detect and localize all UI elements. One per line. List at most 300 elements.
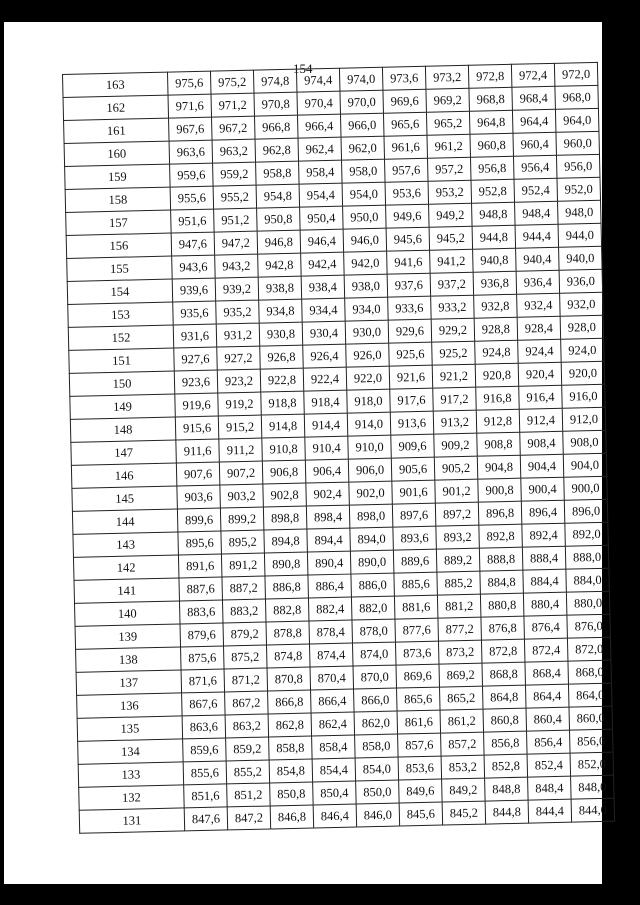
table-cell: 857,6 (398, 733, 442, 757)
table-cell: 919,2 (218, 392, 262, 416)
table-cell: 873,2 (438, 640, 482, 664)
table-cell: 901,2 (435, 479, 479, 503)
table-cell: 848,4 (528, 776, 572, 800)
table-cell: 954,4 (299, 183, 343, 207)
table-cell: 947,6 (171, 232, 215, 256)
table-cell: 880,8 (480, 593, 524, 617)
table-cell: 970,0 (340, 90, 384, 114)
table-cell: 894,4 (307, 528, 351, 552)
table-cell: 864,0 (568, 683, 612, 707)
table-cell: 854,4 (312, 758, 356, 782)
table-cell: 855,6 (183, 761, 227, 785)
row-number: 146 (71, 463, 176, 488)
table-cell: 844,8 (485, 800, 529, 824)
row-number: 162 (63, 95, 168, 120)
table-cell: 904,4 (520, 454, 564, 478)
table-cell: 971,2 (211, 93, 255, 117)
table-cell: 844,0 (571, 798, 615, 822)
table-cell: 875,6 (181, 646, 225, 670)
table-cell: 906,4 (305, 459, 349, 483)
table-cell: 882,0 (351, 596, 395, 620)
table-cell: 888,8 (479, 547, 523, 571)
table-cell: 849,6 (399, 779, 443, 803)
row-number: 132 (79, 785, 184, 810)
table-cell: 950,8 (257, 207, 301, 231)
table-cell: 863,6 (182, 715, 226, 739)
table-cell: 903,6 (177, 485, 221, 509)
table-cell: 908,8 (477, 432, 521, 456)
table-cell: 914,8 (261, 414, 305, 438)
row-number: 135 (77, 716, 182, 741)
table-cell: 921,6 (389, 365, 433, 389)
table-cell: 961,2 (427, 134, 471, 158)
table-cell: 928,0 (560, 315, 604, 339)
table-cell: 872,8 (481, 639, 525, 663)
table-cell: 908,4 (520, 431, 564, 455)
table-cell: 896,8 (478, 501, 522, 525)
table-cell: 879,6 (180, 623, 224, 647)
table-cell: 860,8 (483, 708, 527, 732)
row-number: 148 (70, 417, 175, 442)
table-cell: 909,6 (391, 434, 435, 458)
table-cell: 945,2 (429, 226, 473, 250)
table-cell: 886,8 (265, 575, 309, 599)
table-cell: 958,4 (299, 160, 343, 184)
table-cell: 939,6 (172, 278, 216, 302)
table-cell: 910,8 (262, 437, 306, 461)
table-cell: 845,2 (442, 801, 486, 825)
table-cell: 924,4 (518, 339, 562, 363)
table-cell: 973,6 (382, 66, 426, 90)
table-cell: 926,4 (303, 344, 347, 368)
table-cell: 900,8 (478, 478, 522, 502)
table-cell: 848,8 (485, 777, 529, 801)
table-cell: 966,0 (340, 113, 384, 137)
table-cell: 876,0 (567, 614, 611, 638)
table-cell: 848,0 (571, 775, 615, 799)
table-cell: 846,4 (313, 804, 357, 828)
table-cell: 920,8 (475, 363, 519, 387)
table-cell: 870,8 (267, 667, 311, 691)
table-cell: 928,8 (474, 317, 518, 341)
table-cell: 885,6 (394, 572, 438, 596)
table-cell: 918,8 (261, 391, 305, 415)
table-cell: 874,4 (309, 643, 353, 667)
table-cell: 968,4 (512, 86, 556, 110)
table-cell: 974,8 (253, 69, 297, 93)
table-cell: 860,4 (526, 707, 570, 731)
row-number: 141 (74, 578, 179, 603)
table-cell: 964,8 (469, 110, 513, 134)
table-cell: 937,2 (430, 272, 474, 296)
table-cell: 960,4 (513, 132, 557, 156)
table-cell: 846,0 (356, 803, 400, 827)
table-cell: 851,6 (184, 784, 228, 808)
table-cell: 915,2 (218, 415, 262, 439)
row-number: 160 (64, 141, 169, 166)
table-cell: 961,6 (384, 135, 428, 159)
table-cell: 957,6 (385, 158, 429, 182)
table-cell: 898,4 (306, 505, 350, 529)
table-cell: 940,0 (559, 246, 603, 270)
row-number: 133 (78, 762, 183, 787)
row-number: 161 (64, 118, 169, 143)
table-cell: 951,2 (214, 208, 258, 232)
row-number: 157 (66, 210, 171, 235)
table-cell: 943,6 (172, 255, 216, 279)
table-cell: 966,4 (297, 114, 341, 138)
table-cell: 919,6 (175, 393, 219, 417)
table-cell: 912,0 (562, 407, 606, 431)
table-cell: 953,6 (385, 181, 429, 205)
table-cell: 914,4 (304, 413, 348, 437)
table-cell: 942,0 (344, 251, 388, 275)
table-cell: 970,8 (254, 92, 298, 116)
table-cell: 873,6 (395, 641, 439, 665)
table-cell: 952,8 (471, 179, 515, 203)
table-cell: 881,6 (394, 595, 438, 619)
table-cell: 845,6 (399, 802, 443, 826)
table-cell: 953,2 (428, 180, 472, 204)
table-cell: 936,8 (473, 271, 517, 295)
table-cell: 862,0 (354, 711, 398, 735)
table-cell: 933,6 (388, 296, 432, 320)
table-cell: 877,2 (438, 617, 482, 641)
table-cell: 933,2 (431, 295, 475, 319)
table-cell: 957,2 (428, 157, 472, 181)
table-cell: 895,2 (221, 530, 265, 554)
table-cell: 911,2 (219, 438, 263, 462)
table-cell: 935,2 (216, 300, 260, 324)
table-cell: 877,6 (395, 618, 439, 642)
table-cell: 876,8 (481, 616, 525, 640)
table-cell: 939,2 (215, 277, 259, 301)
table-cell: 932,8 (474, 294, 518, 318)
table-cell: 883,6 (179, 600, 223, 624)
table-cell: 891,2 (221, 553, 265, 577)
table-cell: 921,2 (432, 364, 476, 388)
row-number: 137 (76, 670, 181, 695)
table-cell: 972,8 (468, 64, 512, 88)
table-cell: 938,0 (344, 274, 388, 298)
table-cell: 955,6 (170, 186, 214, 210)
table-cell: 947,2 (214, 231, 258, 255)
table-cell: 902,0 (349, 481, 393, 505)
table-cell: 963,2 (212, 139, 256, 163)
table-cell: 916,8 (476, 386, 520, 410)
table-cell: 887,6 (179, 577, 223, 601)
page-number: 154 (293, 61, 313, 76)
table-cell: 940,4 (516, 247, 560, 271)
table-cell: 968,0 (555, 85, 599, 109)
table-cell: 944,8 (472, 225, 516, 249)
table-cell: 922,4 (303, 367, 347, 391)
row-number: 153 (68, 302, 173, 327)
table-cell: 878,0 (352, 619, 396, 643)
table-cell: 936,0 (559, 269, 603, 293)
table-cell: 948,0 (558, 200, 602, 224)
table-cell: 870,0 (353, 665, 397, 689)
table-cell: 948,8 (472, 202, 516, 226)
row-number: 155 (67, 256, 172, 281)
table-cell: 917,2 (433, 387, 477, 411)
table-cell: 894,0 (350, 527, 394, 551)
table-cell: 854,8 (269, 759, 313, 783)
table-cell: 866,4 (311, 689, 355, 713)
table-cell: 951,6 (171, 209, 215, 233)
row-number: 139 (75, 624, 180, 649)
table-cell: 883,2 (222, 599, 266, 623)
table-cell: 960,8 (470, 133, 514, 157)
table-cell: 868,4 (525, 661, 569, 685)
table-cell: 956,0 (556, 154, 600, 178)
table-cell: 852,4 (527, 753, 571, 777)
table-cell: 967,6 (169, 117, 213, 141)
row-number: 138 (76, 647, 181, 672)
table-cell: 960,0 (556, 131, 600, 155)
table-cell: 910,4 (305, 436, 349, 460)
table-cell: 927,6 (174, 347, 218, 371)
table-cell: 964,0 (555, 108, 599, 132)
table-cell: 852,0 (570, 752, 614, 776)
row-number: 159 (65, 164, 170, 189)
table-cell: 865,6 (397, 687, 441, 711)
table-cell: 974,4 (296, 68, 340, 92)
table-cell: 850,0 (356, 780, 400, 804)
table-cell: 880,0 (566, 591, 610, 615)
row-number: 147 (71, 440, 176, 465)
table-cell: 868,8 (482, 662, 526, 686)
table-cell: 918,0 (347, 389, 391, 413)
table-cell: 912,8 (476, 409, 520, 433)
table-cell: 952,4 (514, 178, 558, 202)
table-cell: 969,2 (426, 88, 470, 112)
table-cell: 892,0 (565, 522, 609, 546)
table-cell: 971,6 (168, 94, 212, 118)
table-cell: 846,8 (270, 805, 314, 829)
table-cell: 895,6 (178, 531, 222, 555)
table-cell: 958,8 (256, 161, 300, 185)
table-cell: 966,8 (255, 115, 299, 139)
table-cell: 884,0 (566, 568, 610, 592)
table-cell: 956,8 (470, 156, 514, 180)
table-cell: 929,6 (388, 319, 432, 343)
table-cell: 973,2 (425, 65, 469, 89)
table-cell: 902,8 (263, 483, 307, 507)
table-cell: 917,6 (390, 388, 434, 412)
table-cell: 935,6 (173, 301, 217, 325)
table-cell: 891,6 (178, 554, 222, 578)
table-cell: 863,2 (225, 714, 269, 738)
table-cell: 885,2 (437, 571, 481, 595)
table-cell: 952,0 (557, 177, 601, 201)
table-cell: 872,4 (524, 638, 568, 662)
table-cell: 941,6 (387, 250, 431, 274)
table-cell: 922,0 (346, 366, 390, 390)
table-cell: 868,0 (568, 660, 612, 684)
table-cell: 896,4 (521, 500, 565, 524)
table-cell: 847,2 (227, 806, 271, 830)
table-cell: 972,0 (554, 62, 598, 86)
table-cell: 888,4 (522, 546, 566, 570)
row-number: 136 (77, 693, 182, 718)
table-cell: 904,8 (477, 455, 521, 479)
table-cell: 858,4 (312, 735, 356, 759)
table-cell: 899,2 (220, 507, 264, 531)
table-cell: 859,6 (183, 738, 227, 762)
table-cell: 916,0 (562, 384, 606, 408)
table-cell: 949,2 (429, 203, 473, 227)
table-cell: 950,0 (343, 205, 387, 229)
row-number: 151 (69, 348, 174, 373)
table-cell: 962,4 (298, 137, 342, 161)
table-cell: 974,0 (339, 67, 383, 91)
table-cell: 934,0 (345, 297, 389, 321)
row-number: 150 (69, 371, 174, 396)
table-cell: 882,8 (265, 598, 309, 622)
table-cell: 909,2 (434, 433, 478, 457)
table-cell: 867,6 (182, 692, 226, 716)
table-cell: 875,2 (224, 645, 268, 669)
table-cell: 900,4 (521, 477, 565, 501)
table-cell: 934,4 (302, 298, 346, 322)
table-cell: 860,0 (569, 706, 613, 730)
table-cell: 929,2 (431, 318, 475, 342)
table-cell: 932,4 (517, 293, 561, 317)
table-cell: 857,2 (441, 732, 485, 756)
table-cell: 964,4 (512, 109, 556, 133)
table-cell: 903,2 (220, 484, 264, 508)
table-cell: 925,2 (432, 341, 476, 365)
table-cell: 900,0 (564, 476, 608, 500)
table-cell: 904,0 (563, 453, 607, 477)
table-cell: 965,2 (426, 111, 470, 135)
table-cell: 967,2 (212, 116, 256, 140)
table-cell: 930,8 (259, 322, 303, 346)
table-cell: 862,8 (268, 713, 312, 737)
table-cell: 963,6 (169, 140, 213, 164)
table-cell: 872,0 (567, 637, 611, 661)
table-cell: 906,8 (262, 460, 306, 484)
table-cell: 959,2 (213, 162, 257, 186)
table-cell: 955,2 (213, 185, 257, 209)
table-cell: 882,4 (308, 597, 352, 621)
table-cell: 856,0 (570, 729, 614, 753)
table-cell: 946,0 (343, 228, 387, 252)
table-cell: 890,4 (307, 551, 351, 575)
table-cell: 926,8 (260, 345, 304, 369)
table-cell: 876,4 (524, 615, 568, 639)
table-cell: 948,4 (515, 201, 559, 225)
table-cell: 871,2 (224, 668, 268, 692)
row-number: 156 (66, 233, 171, 258)
row-number: 158 (65, 187, 170, 212)
table-cell: 924,8 (475, 340, 519, 364)
table-cell: 954,8 (256, 184, 300, 208)
row-number: 152 (68, 325, 173, 350)
table-cell: 931,2 (216, 323, 260, 347)
table-cell: 906,0 (348, 458, 392, 482)
table-cell: 930,0 (345, 320, 389, 344)
table-cell: 889,6 (393, 549, 437, 573)
table-cell: 871,6 (181, 669, 225, 693)
table-cell: 861,2 (440, 709, 484, 733)
table-cell: 850,8 (270, 782, 314, 806)
table-cell: 923,6 (174, 370, 218, 394)
table-cell: 932,0 (560, 292, 604, 316)
table-cell: 975,6 (167, 71, 211, 95)
table-cell: 890,0 (350, 550, 394, 574)
table-cell: 949,6 (386, 204, 430, 228)
table-cell: 923,2 (217, 369, 261, 393)
table-cell: 874,8 (267, 644, 311, 668)
table-cell: 946,8 (257, 230, 301, 254)
table-cell: 905,6 (391, 457, 435, 481)
row-number: 140 (75, 601, 180, 626)
table-cell: 934,8 (259, 299, 303, 323)
table-cell: 896,0 (564, 499, 608, 523)
table-cell: 884,8 (480, 570, 524, 594)
table-cell: 913,2 (433, 410, 477, 434)
table-cell: 945,6 (386, 227, 430, 251)
table-cell: 878,4 (309, 620, 353, 644)
table-cell: 970,4 (297, 91, 341, 115)
table-cell: 925,6 (389, 342, 433, 366)
row-number: 143 (73, 532, 178, 557)
table-cell: 858,0 (355, 734, 399, 758)
row-number: 149 (70, 394, 175, 419)
row-number: 134 (78, 739, 183, 764)
table-cell: 944,0 (558, 223, 602, 247)
table-cell: 898,0 (349, 504, 393, 528)
row-number: 163 (63, 72, 168, 97)
table-cell: 942,8 (258, 253, 302, 277)
table-cell: 861,6 (397, 710, 441, 734)
table-cell: 866,0 (354, 688, 398, 712)
table-cell: 881,2 (437, 594, 481, 618)
table-cell: 856,4 (527, 730, 571, 754)
table-cell: 858,8 (269, 736, 313, 760)
table-cell: 855,2 (226, 760, 270, 784)
table-cell: 849,2 (442, 778, 486, 802)
table-cell: 888,0 (565, 545, 609, 569)
table-cell: 905,2 (434, 456, 478, 480)
row-number: 144 (72, 509, 177, 534)
table-cell: 942,4 (301, 252, 345, 276)
table-cell: 946,4 (300, 229, 344, 253)
table-cell: 907,2 (219, 461, 263, 485)
table-cell: 938,8 (258, 276, 302, 300)
table-cell: 886,4 (308, 574, 352, 598)
table-cell: 940,8 (473, 248, 517, 272)
table-cell: 890,8 (264, 552, 308, 576)
table-cell: 972,4 (511, 63, 555, 87)
table-cell: 965,6 (383, 112, 427, 136)
table-body (63, 62, 615, 833)
table-cell: 850,4 (313, 781, 357, 805)
table-cell: 943,2 (215, 254, 259, 278)
row-number: 131 (79, 808, 184, 833)
table-cell: 962,0 (341, 136, 385, 160)
table-cell: 913,6 (390, 411, 434, 435)
table-cell: 918,4 (304, 390, 348, 414)
table-cell: 851,2 (227, 783, 271, 807)
table-cell: 884,4 (523, 569, 567, 593)
table-cell: 916,4 (519, 385, 563, 409)
table-cell: 847,6 (184, 807, 228, 831)
table-cell: 937,6 (387, 273, 431, 297)
table-cell: 844,4 (528, 799, 572, 823)
